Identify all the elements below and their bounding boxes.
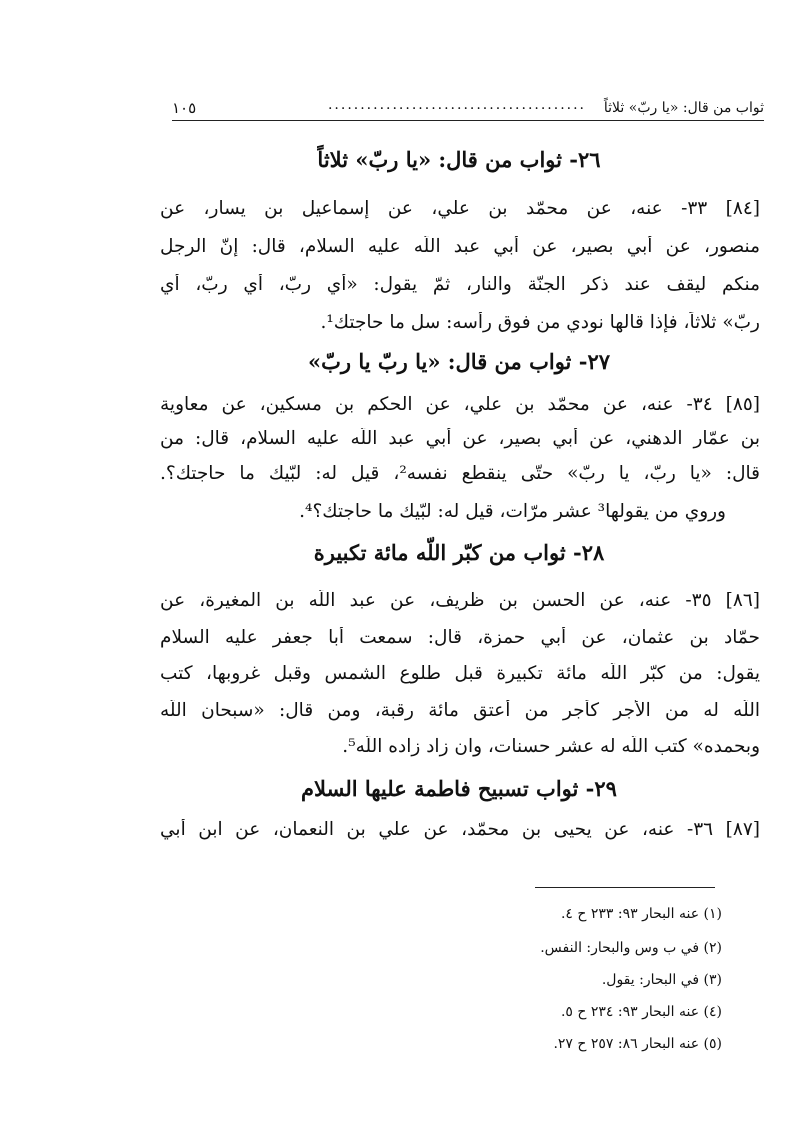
running-head — [172, 96, 764, 121]
running-head-title: ثواب من قال: «يا ربّ» ثلاثاً — [603, 100, 764, 116]
footnote-3: (٣) في البحار: يقول. — [601, 972, 722, 988]
page-number: ١٠٥ — [172, 99, 197, 117]
paragraph-84-line-1: [٨٤] ٣٣- عنه، عن محمّد بن علي، عن إسماعيل بن يسار، عن — [160, 198, 760, 219]
paragraph-86-line-1: [٨٦] ٣٥- عنه، عن الحسن بن ظريف، عن عبد اللّه بن المغيرة، عن — [160, 590, 760, 611]
paragraph-85-line-2: بن عمّار الدهني، عن أبي بصير، عن أبي عبد اللّه عليه السلام، قال: من — [160, 428, 760, 449]
running-head-leader: ........................................ — [327, 97, 586, 113]
paragraph-85-line-3: قال: «يا ربّ، يا ربّ» حتّى ينقطع نفسه²، قيل له: لبّيك ما حاجتك؟. — [160, 463, 760, 484]
paragraph-86-line-4: اللّه له من الأجر كأجر من أعتق مائة رقبة، ومن قال: «سبحان اللّه — [160, 700, 760, 721]
footnote-1: (١) عنه البحار ٩٣: ٢٣٣ ح ٤. — [560, 906, 722, 922]
paragraph-86-line-2: حمّاد بن عثمان، عن أبي حمزة، قال: سمعت أبا جعفر عليه السلام — [160, 627, 760, 648]
paragraph-85-line-1: [٨٥] ٣٤- عنه، عن محمّد بن علي، عن الحكم بن مسكين، عن معاوية — [160, 394, 760, 415]
paragraph-84-line-4: ربّ» ثلاثاً، فإذا قالها نودي من فوق رأسه: سل ما حاجتك¹. — [320, 312, 760, 333]
section-heading-27: ٢٧- ثواب من قال: «يا ربّ يا ربّ» — [308, 349, 610, 374]
footnote-separator — [535, 887, 715, 888]
footnote-5: (٥) عنه البحار ٨٦: ٢٥٧ ح ٢٧. — [553, 1036, 722, 1052]
section-heading-29: ٢٩- ثواب تسبيح فاطمة عليها السلام — [301, 776, 617, 801]
paragraph-87-line-1: [٨٧] ٣٦- عنه، عن يحيى بن محمّد، عن علي بن النعمان، عن ابن أبي — [160, 819, 760, 840]
paragraph-84-line-3: منكم ليقف عند ذكر الجنّة والنار، ثمّ يقول: «أي ربّ، أي ربّ، أي — [160, 274, 760, 295]
paragraph-86-line-5: وبحمده» كتب اللّه له عشر حسنات، وان زاد زاده اللّه⁵. — [342, 736, 760, 757]
paragraph-86-line-3: يقول: من كبّر اللّه مائة تكبيرة قبل طلوع الشمس وقبل غروبها، كتب — [160, 663, 760, 684]
paragraph-84-line-2: منصور، عن أبي بصير، عن أبي عبد اللّه عليه السلام، قال: إنّ الرجل — [160, 236, 760, 257]
section-heading-28: ٢٨- ثواب من كبّر اللّه مائة تكبيرة — [313, 540, 605, 565]
section-heading-26: ٢٦- ثواب من قال: «يا ربّ» ثلاثاً — [317, 147, 601, 172]
footnote-4: (٤) عنه البحار ٩٣: ٢٣٤ ح ٥. — [560, 1004, 722, 1020]
footnote-2: (٢) في ب وس والبحار: النفس. — [540, 940, 722, 956]
paragraph-85-line-4: وروي من يقولها³ عشر مرّات، قيل له: لبّيك ما حاجتك؟⁴. — [299, 501, 726, 522]
